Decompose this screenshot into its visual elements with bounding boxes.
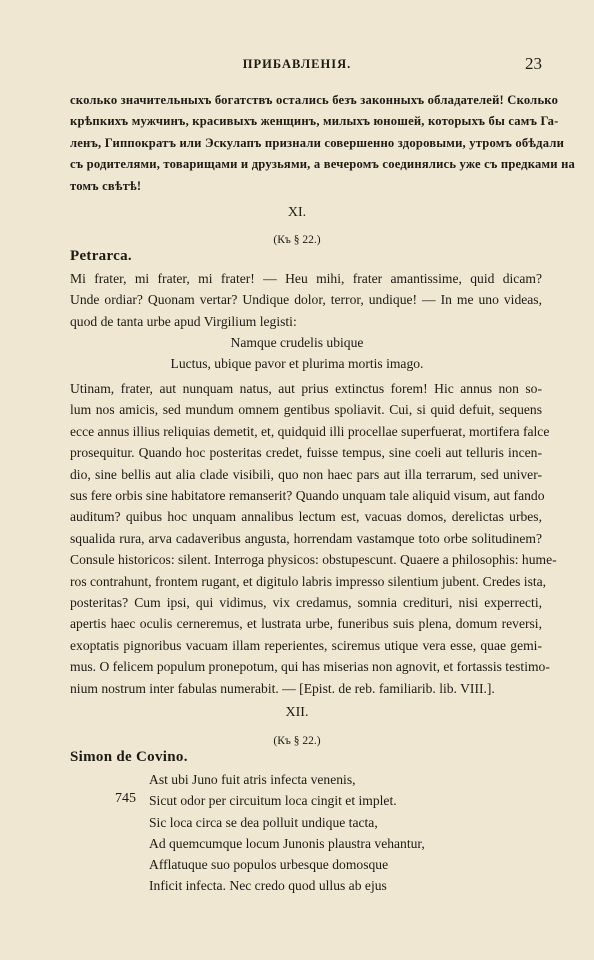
text-line: Utinam, frater, aut nunquam natus, aut prius extinctus forem! Hic annus non so- xyxy=(70,381,542,396)
verse-line-number: 745 xyxy=(115,791,136,806)
text-line: mus. O felicem populum pronepotum, qui has miserias non agnovit, et fortassis testimo- xyxy=(70,659,550,675)
text-line: auditum? quibus hoc unquam annalibus lectum est, vacuas domos, derelictas urbes, xyxy=(70,509,542,525)
text-line: сколько значительныхъ богатствъ остались безъ законныхъ обладателей! Сколько xyxy=(70,93,559,107)
text-line: apertis haec oculis cerneremus, et lustrata urbe, funeribus suis plena, domum reversi, xyxy=(70,616,542,632)
poem-line: Sicut odor per circuitum loca cingit et implet. xyxy=(149,793,397,809)
text-line: posteritas? Cum ipsi, qui vidimus, vix credamus, somnia credituri, nisi experrecti, xyxy=(70,595,542,611)
poem-line: Inficit infecta. Nec credo quod ullus ab ejus xyxy=(149,878,387,894)
section-xi-number: XI. xyxy=(287,205,307,220)
text-line: съ родителями, товарищами и друзьями, а вечеромъ соединялись уже съ предками на xyxy=(70,157,576,172)
page-number: 23 xyxy=(525,54,542,73)
section-xi-verse xyxy=(0,332,594,374)
text-line: Consule historicos: silent. Interroga physicos: obstupescunt. Quaere a philosophis: hume- xyxy=(70,552,557,568)
text-line: томъ свѣтѣ! xyxy=(70,178,142,193)
text-line: quod de tanta urbe apud Virgilium legisti: xyxy=(70,313,297,329)
text-line: exoptatis pignoribus vacuam illam reperientes, sciremus utique vera esse, quae gemi- xyxy=(70,637,542,653)
text-line: squalida rura, arva cadaveribus angusta, horrendam vastamque toto orbe solitudinem? xyxy=(70,530,542,546)
running-title: ПРИБАВЛЕНІЯ. xyxy=(242,56,352,72)
poem-line: Ad quemcumque locum Junonis plaustra vehantur, xyxy=(149,835,425,851)
text-line: Unde ordiar? Quonam vertar? Undique dolor, terror, undique! — In me uno videas, xyxy=(70,292,542,308)
poem-line: Ast ubi Juno fuit atris infecta venenis, xyxy=(149,772,356,787)
verse-line: Luctus, ubique pavor et plurima mortis imago. xyxy=(170,356,424,371)
text-line: prosequitur. Quando hoc posteritas credet, fuisse tempus, sine coeli aut telluris incen- xyxy=(70,445,542,461)
verse-line: Namque crudelis ubique xyxy=(230,335,364,350)
text-line: lum nos amicis, sed mundum omnem gentibus spoliavit. Cui, si quid defuit, sequens xyxy=(70,402,542,418)
section-xii-reference: (Къ § 22.) xyxy=(273,735,321,747)
text-line: ecce annus illius reliquias demetit, et, quidquid illi procellae superfuerat, mortifera falce xyxy=(70,423,550,439)
text-line: крѣпкихъ мужчинъ, красивыхъ женщинъ, милыхъ юношей, которыхъ бы самъ Га- xyxy=(70,114,559,129)
section-xi-body xyxy=(70,378,557,699)
text-line: nium nostrum inter fabulas numerabit. — [Epist. de reb. familiarib. lib. VIII.]. xyxy=(70,680,495,696)
section-xi-opening xyxy=(70,268,542,332)
intro-paragraph xyxy=(70,90,576,197)
section-xii-author: Simon de Covino. xyxy=(70,749,188,765)
section-xi-reference: (Къ § 22.) xyxy=(273,234,321,246)
text-line: ros contrahunt, frontem rugant, et digitulo labris impresso silentium jubent. Credes ista, xyxy=(70,573,547,589)
section-xii-poem xyxy=(149,769,425,897)
text-line: sus fere orbis sine habitatore remanserit? Quando unquam tale aliquid visum, aut fando xyxy=(70,488,545,504)
text-line: dio, sine bellis aut alia clade visibili, quo non haec pars aut illa terrarum, sed univer- xyxy=(70,466,542,482)
poem-line: Afflatuque suo populos urbesque domosque xyxy=(149,857,389,873)
text-line: Mi frater, mi frater, mi frater! — Heu mihi, frater amantissime, quid dicam? xyxy=(70,271,542,286)
text-line: ленъ, Гиппократъ или Эскулапъ признали совершенно здоровыми, утромъ обѣдали xyxy=(70,135,565,150)
page-header xyxy=(0,54,594,77)
section-xii-number: XII. xyxy=(285,705,309,720)
section-xi-author: Petrarca. xyxy=(70,248,132,264)
poem-line: Sic loca circa se dea polluit undique tacta, xyxy=(149,814,378,830)
